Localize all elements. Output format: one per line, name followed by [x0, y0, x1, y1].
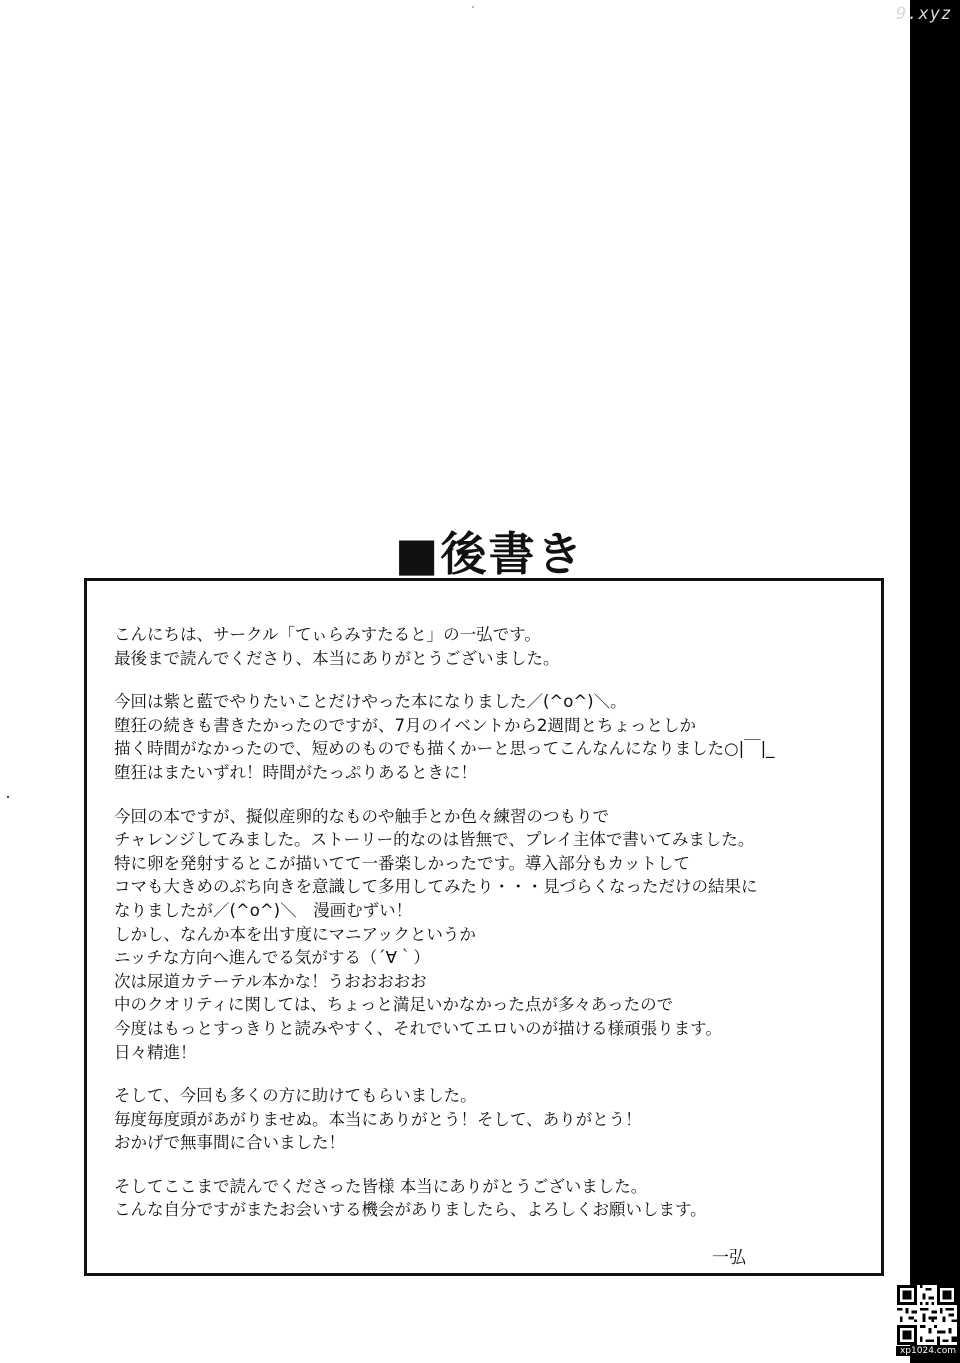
afterword-line: 特に卵を発射するとこが描いてて一番楽しかったです。導入部分もカットして [114, 853, 691, 873]
afterword-line: 次は尿道カテーテル本かな！うおおおおお [114, 971, 427, 991]
scan-speck [472, 6, 474, 8]
paragraph-gap [114, 1155, 884, 1175]
afterword-line: 日々精進！ [114, 1042, 197, 1062]
qr-caption: xp1024.com [896, 1346, 960, 1356]
afterword-line: チャレンジしてみました。ストーリー的なのは皆無で、プレイ主体で書いてみました。 [114, 830, 755, 850]
afterword-line: 今度はもっとすっきりと読みやすく、それでいてエロいのが描ける様頑張ります。 [114, 1018, 722, 1038]
afterword-heading: ■後書き [395, 527, 585, 581]
afterword-line: コマも大きめのぶち向きを意識して多用してみたり・・・見づらくなっただけの結果に [114, 877, 758, 897]
qr-code-icon [897, 1285, 957, 1345]
afterword-line: 中のクオリティに関しては、ちょっと満足いかなかった点が多々あったので [114, 995, 674, 1015]
afterword-line: ニッチな方向へ進んでる気がする（´∀｀） [114, 948, 430, 968]
afterword-line: こんにちは、サークル「てぃらみすたると」の一弘です。 [114, 625, 541, 644]
afterword-line: そしてここまで読んでくださった皆様 本当にありがとうございました。 [114, 1176, 648, 1196]
scan-speck [7, 796, 9, 798]
afterword-line: 堕狂はまたいずれ！時間がたっぷりあるときに！ [114, 762, 477, 782]
afterword-line: そして、今回も多くの方に助けてもらいました。 [114, 1086, 477, 1106]
afterword-line: こんな自分ですがまたお会いする機会がありましたら、よろしくお願いします。 [114, 1200, 707, 1220]
afterword-line: 堕狂の続きも書きたかったのですが、7月のイベントから2週間とちょっとしか [114, 715, 696, 735]
afterword-line: 最後まで読んでくださり、本当にありがとうございました。 [114, 648, 560, 668]
afterword-line: 毎度毎度頭があがりませぬ。本当にありがとう！そして、ありがとう！ [114, 1109, 642, 1129]
paragraph-gap [114, 1064, 884, 1084]
site-watermark: 9.xyz [896, 4, 953, 24]
paragraph-gap [114, 670, 884, 690]
afterword-line: しかし、なんか本を出す度にマニアックというか [114, 924, 476, 944]
afterword-line: 今回の本ですが、擬似産卵的なものや触手とか色々練習のつもりで [114, 806, 609, 826]
afterword-line: 描く時間がなかったので、短めのものでも描くかーと思ってこんなんになりました○|￣|_ [114, 739, 775, 759]
afterword-line: 今回は紫と藍でやりたいことだけやった本になりました／(^o^)＼。 [114, 692, 627, 712]
afterword-body [114, 623, 884, 1222]
paragraph-gap [114, 785, 884, 805]
author-signature: 一弘 [712, 1248, 746, 1268]
afterword-line: なりましたが／(^o^)＼ 漫画むずい！ [114, 900, 413, 920]
afterword-line: おかげで無事間に合いました！ [114, 1133, 345, 1153]
